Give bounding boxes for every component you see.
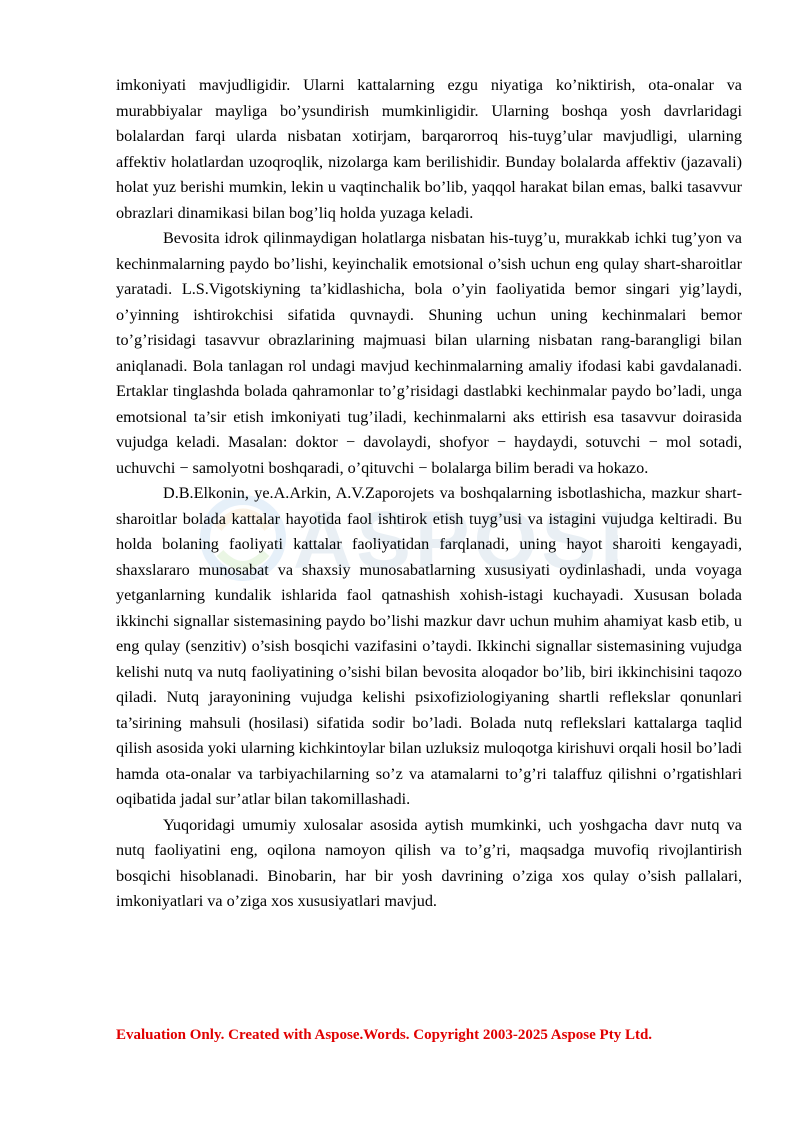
paragraph-4: Yuqoridagi umumiy xulosalar asosida aytish mumkinki, uch yoshgacha davr nutq va nutq faoliyatini eng, oqilona namoyon qilish va to’g’ri, maqsadga muvofiq rivojlantirish bosqichi hisoblanadi. Binobarin, har bir yosh davrining o’ziga xos qulay o’sish pallalari, imkoniyatlari va o’ziga xos xususiyatlari mavjud. <box>116 815 742 910</box>
document-body <box>116 73 742 915</box>
watermark-text: ASPOS <box>293 495 601 586</box>
evaluation-notice: Evaluation Only. Created with Aspose.Words. Copyright 2003-2025 Aspose Pty Ltd. <box>116 1027 653 1043</box>
paragraph-1: imkoniyati mavjudligidir. Ularni kattalarning ezgu niyatiga ko’niktirish, ota-onalar va murabbiyalar mayliga bo’ysundirish mumkinligidir. Ularning boshqa yosh davrlaridagi bolalardan farqi ularda nisbatan xotirjam, barqarorroq his-tuyg’ular mavjudligi, ularning affektiv holatlardan uzoqroqlik, nizolarga kam berilishidir. Bunday bolalarda affektiv (jazavali) holat yuz berishi mumkin, lekin u vaqtinchalik bo’lib, yaqqol harakat bilan emas, balki tasavvur obrazlari dinamikasi bilan bog’liq holda yuzaga keladi. <box>116 76 742 222</box>
paragraph-2: Bevosita idrok qilinmaydigan holatlarga nisbatan his-tuyg’u, murakkab ichki tug’yon va kechinmalarning paydo bo’lishi, keyinchalik emotsional o’sish uchun eng qulay shart-sharoitlar yaratadi. L.S.Vigotskiyning ta’kidlashicha, bola o’yin faoliyatida bemor singari yig’laydi, o’yinning ishtirokchisi sifatida quvnaydi. Shuning uchun uning kechinmalari bemor to’g’risidagi tasavvur obrazlarining majmuasi bilan ularning nisbatan rang-barangligi bilan aniqlanadi. Bola tanlagan rol undagi mavjud kechinmalarning amaliy ifodasi kabi gavdalanadi. Ertaklar tinglashda bolada qahramonlar to’g’risidagi dastlabki kechinmalar paydo bo’ladi, unga emotsional ta’sir etish imkoniyati tug’iladi, kechinmalarni aks ettirish esa tasavvur doirasida vujudga keladi. Masalan: doktor − davolaydi, shofyor − haydaydi, sotuvchi − mol sotadi, uchuvchi − samolyotni boshqaradi, o’qituvchi − bolalarga bilim beradi va hokazo. <box>116 229 742 477</box>
paragraph-3: D.B.Elkonin, ye.A.Arkin, A.V.Zaporojets va boshqalarning isbotlashicha, mazkur shart-sharoitlar bolada kattalar hayotida faol ishtirok etish tuyg’usi va istagini vujudga keltiradi. Bu holda bolaning faoliyati kattalar faoliyatidan farqlanadi, uning hayot sharoiti kengayadi, shaxslararo munosabat va shaxsiy munosabatlarning xususiyati oydinlashadi, unda voyaga yetganlarning kundalik ishlarida faol qatnashish xohish-istagi kuchayadi. Xususan bolada ikkinchi signallar sistemasining paydo bo’lishi mazkur davr uchun muhim ahamiyat kasb etib, u eng qulay (senzitiv) o’sish bosqichi vazifasini o’taydi. Ikkinchi signallar sistemasining vujudga kelishi nutq va nutq faoliyatining o’sishi bilan bevosita aloqador bo’lib, biri ikkinchisini taqozo qiladi. Nutq jarayonining vujudga kelishi psixofiziologiyaning shartli reflekslar qonunlari ta’sirining mahsuli (hosilasi) sifatida sodir bo’ladi. Bolada nutq reflekslari kattalarga taqlid qilish asosida yoki ularning kichkintoylar bilan uzluksiz muloqotga kirishuvi orqali hosil bo’ladi hamda ota-onalar va tarbiyachilarning so’z va atamalarni to’g’ri talaffuz qilishni o’rgatishlari oqibatida jadal sur’atlar bilan takomillashadi. <box>116 484 742 808</box>
